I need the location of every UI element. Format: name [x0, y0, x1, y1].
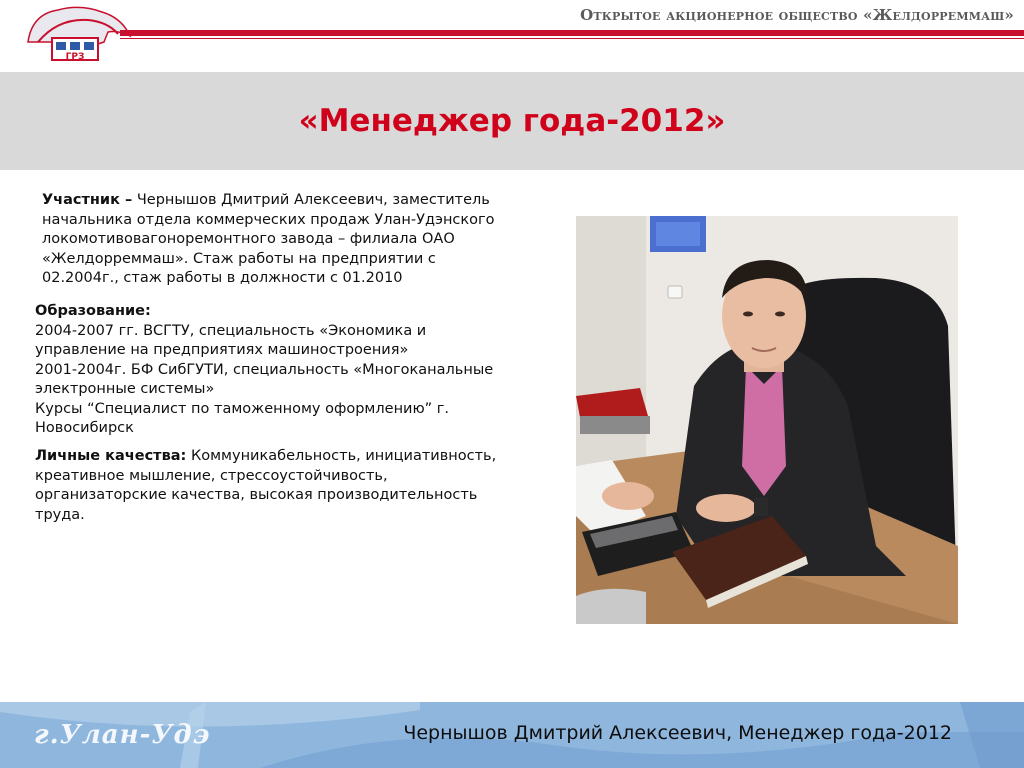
education-line: 2001-2004г. БФ СибГУТИ, специальность «Многоканальные: [35, 361, 494, 378]
header-divider: [120, 30, 1024, 36]
qualities-line: креативное мышление, стрессоустойчивость,: [35, 467, 388, 484]
page-title: «Менеджер года-2012»: [298, 103, 726, 139]
participant-section: [42, 191, 542, 289]
participant-line: Чернышов Дмитрий Алексеевич, заместитель: [132, 192, 490, 208]
participant-line: 02.2004г., стаж работы в должности с 01.2010: [42, 270, 403, 286]
participant-line: «Желдорреммаш». Стаж работы на предприятии с: [42, 250, 436, 267]
header: [0, 0, 1024, 72]
photo-illustration: [576, 216, 958, 624]
education-line: Новосибирск: [35, 420, 134, 436]
footer-city: г.Улан-Удэ: [34, 720, 211, 750]
header-divider-thin: [120, 38, 1024, 39]
education-line: 2004-2007 гг. ВСГТУ, специальность «Экономика и: [35, 322, 427, 339]
qualities-line: Коммуникабельность, инициативность,: [186, 448, 497, 464]
participant-line: начальника отдела коммерческих продаж Улан-Удэнского: [42, 211, 495, 228]
education-line: управление на предприятиях машиностроения»: [35, 342, 409, 358]
education-label: Образование:: [35, 303, 151, 319]
footer-caption: Чернышов Дмитрий Алексеевич, Менеджер года-2012: [403, 722, 952, 744]
qualities-section: [35, 447, 545, 525]
qualities-line: труда.: [35, 506, 85, 523]
education-section: [35, 302, 545, 439]
participant-photo: [576, 216, 958, 624]
qualities-label: Личные качества:: [35, 448, 187, 464]
qualities-line: организаторские качества, высокая производительность: [35, 487, 478, 503]
company-name: Открытое акционерное общество «Желдорреммаш»: [580, 6, 1014, 24]
footer: [0, 702, 1024, 768]
participant-label: Участник –: [42, 192, 133, 208]
education-line: Курсы “Специалист по таможенному оформлению” г.: [35, 400, 450, 417]
education-line: электронные системы»: [35, 381, 215, 397]
participant-line: локомотивовагоноремонтного завода – филиала ОАО: [42, 231, 455, 247]
svg-text:ГРЗ: ГРЗ: [65, 52, 85, 62]
